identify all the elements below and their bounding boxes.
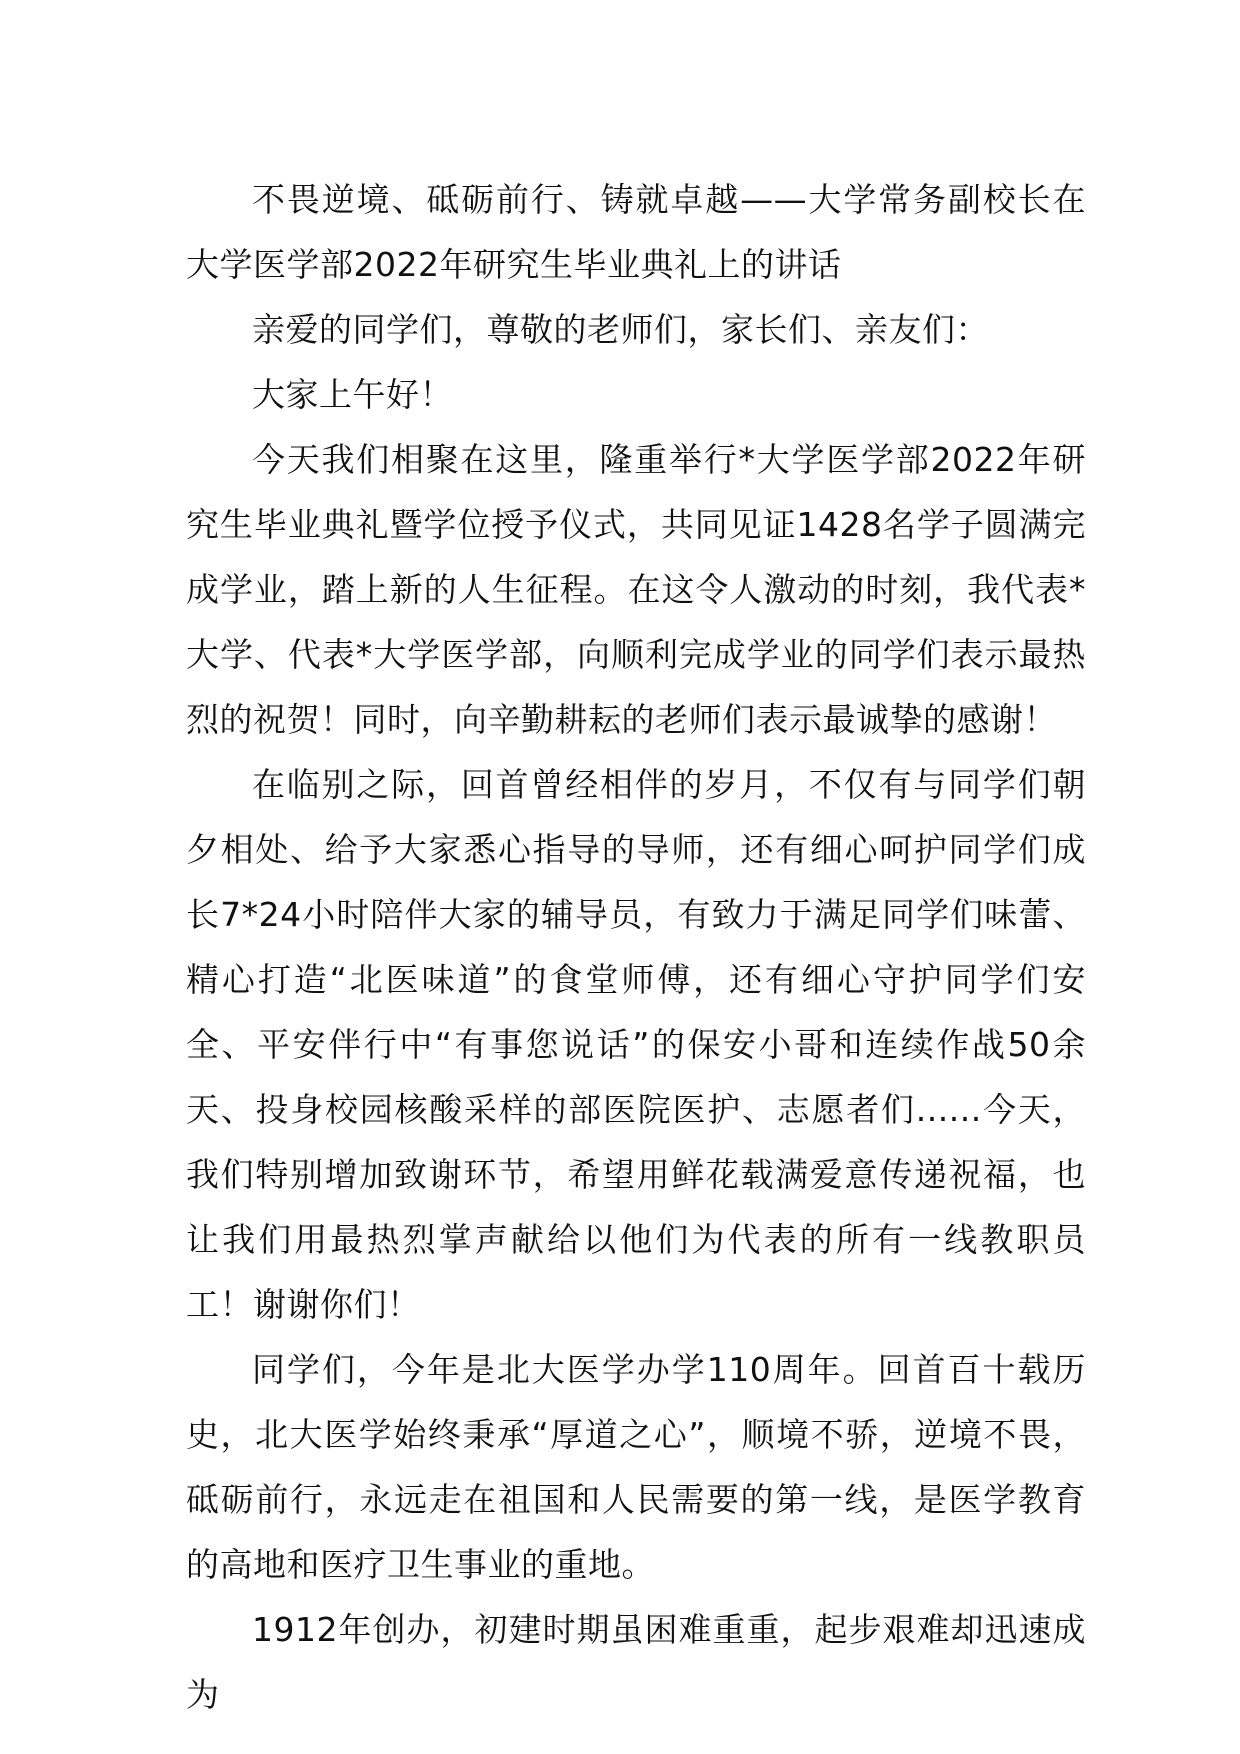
paragraph-thanks: 在临别之际，回首曾经相伴的岁月，不仅有与同学们朝夕相处、给予大家悉心指导的导师，还有细心呵护同学们成长7*24小时陪伴大家的辅导员，有致力于满足同学们味蕾、精心打造“北医味道”的食堂师傅，还有细心守护同学们安全、平安伴行中“有事您说话”的保安小哥和连续作战50余天、投身校园核酸采样的部医院医护、志愿者们......今天，我们特别增加致谢环节，希望用鲜花载满爱意传递祝福，也让我们用最热烈掌声献给以他们为代表的所有一线教职员工！谢谢你们！ xyxy=(186,765,1086,1324)
salutation: 亲爱的同学们，尊敬的老师们，家长们、亲友们： xyxy=(252,310,989,349)
document-body xyxy=(186,167,1086,1727)
paragraph-founding: 1912年创办，初建时期虽困难重重，起步艰难却迅速成为 xyxy=(186,1610,1086,1714)
greeting: 大家上午好！ xyxy=(252,375,453,414)
paragraph-ceremony: 今天我们相聚在这里，隆重举行*大学医学部2022年研究生毕业典礼暨学位授予仪式，共同见证1428名学子圆满完成学业，踏上新的人生征程。在这令人激动的时刻，我代表*大学、代表*大学医学部，向顺利完成学业的同学们表示最热烈的祝贺！同时，向辛勤耕耘的老师们表示最诚挚的感谢！ xyxy=(186,440,1086,739)
paragraph-history: 同学们，今年是北大医学办学110周年。回首百十载历史，北大医学始终秉承“厚道之心”，顺境不骄，逆境不畏，砥砺前行，永远走在祖国和人民需要的第一线，是医学教育的高地和医疗卫生事业的重地。 xyxy=(186,1350,1086,1584)
speech-title: 不畏逆境、砥砺前行、铸就卓越——大学常务副校长在大学医学部2022年研究生毕业典礼上的讲话 xyxy=(186,180,1086,284)
